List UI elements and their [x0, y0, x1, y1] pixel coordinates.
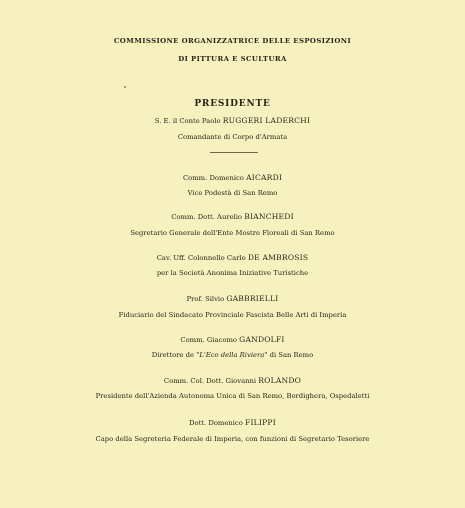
president-prefix: S. E. il Conte Paolo: [154, 117, 221, 125]
member-prefix: Comm. Col. Dott. Giovanni: [163, 377, 257, 385]
member-name: [0, 335, 465, 344]
member-name: [0, 253, 465, 262]
president-name: [0, 116, 465, 125]
member-role: Capo della Segreteria Federale di Imperia, con funzioni di Segretario Tesoriere: [95, 435, 370, 443]
member-role: Presidente dell'Azienda Autonoma Unica di San Remo, Bordighera, Ospedaletti: [95, 392, 370, 400]
separator-rule: [210, 152, 258, 153]
member-surname: DE AMBROSIS: [247, 253, 309, 262]
member-surname: AICARDI: [246, 173, 283, 182]
member-prefix: Comm. Giacomo: [180, 336, 237, 344]
member-name: [0, 212, 465, 221]
president-role: Comandante di Corpo d'Armata: [177, 133, 288, 141]
member-role: Fiduciario del Sindacato Provinciale Fascista Belle Arti di Imperia: [118, 311, 347, 319]
member-role: per la Società Anonima Iniziative Turistiche: [156, 269, 309, 277]
member-role-before: Direttore de: [151, 351, 195, 359]
member-surname: ROLANDO: [258, 376, 302, 385]
president-surname: RUGGERI LADERCHI: [222, 116, 311, 125]
title-line-2: DI PITTURA E SCULTURA: [178, 55, 287, 63]
member-surname: GANDOLFI: [239, 335, 285, 344]
member-surname: FILIPPI: [245, 418, 276, 427]
member-prefix: Prof. Silvio: [186, 295, 225, 303]
paper-speck: [124, 86, 126, 88]
member-role-after: di San Remo: [269, 351, 314, 359]
title-line-1: COMMISSIONE ORGANIZZATRICE DELLE ESPOSIZIONI: [113, 37, 352, 45]
member-surname: BIANCHEDI: [244, 212, 294, 221]
member-name: [0, 294, 465, 303]
member-prefix: Cav. Uff. Colonnello Carlo: [156, 254, 246, 262]
member-name: [0, 418, 465, 427]
member-role: Vice Podestà di San Remo: [187, 189, 278, 197]
member-prefix: Comm. Domenico: [182, 174, 244, 182]
member-role: Segretario Generale dell'Ente Mostre Floreali di San Remo: [130, 229, 335, 237]
member-prefix: Comm. Dott. Aurelio: [171, 213, 243, 221]
president-heading: PRESIDENTE: [194, 99, 271, 109]
member-name: [0, 173, 465, 182]
member-role: [0, 351, 465, 359]
member-role-italic: "L'Eco della Riviera": [196, 351, 268, 359]
member-prefix: Dott. Domenico: [189, 419, 243, 427]
member-name: [0, 376, 465, 385]
member-surname: GABBRIELLI: [226, 294, 279, 303]
